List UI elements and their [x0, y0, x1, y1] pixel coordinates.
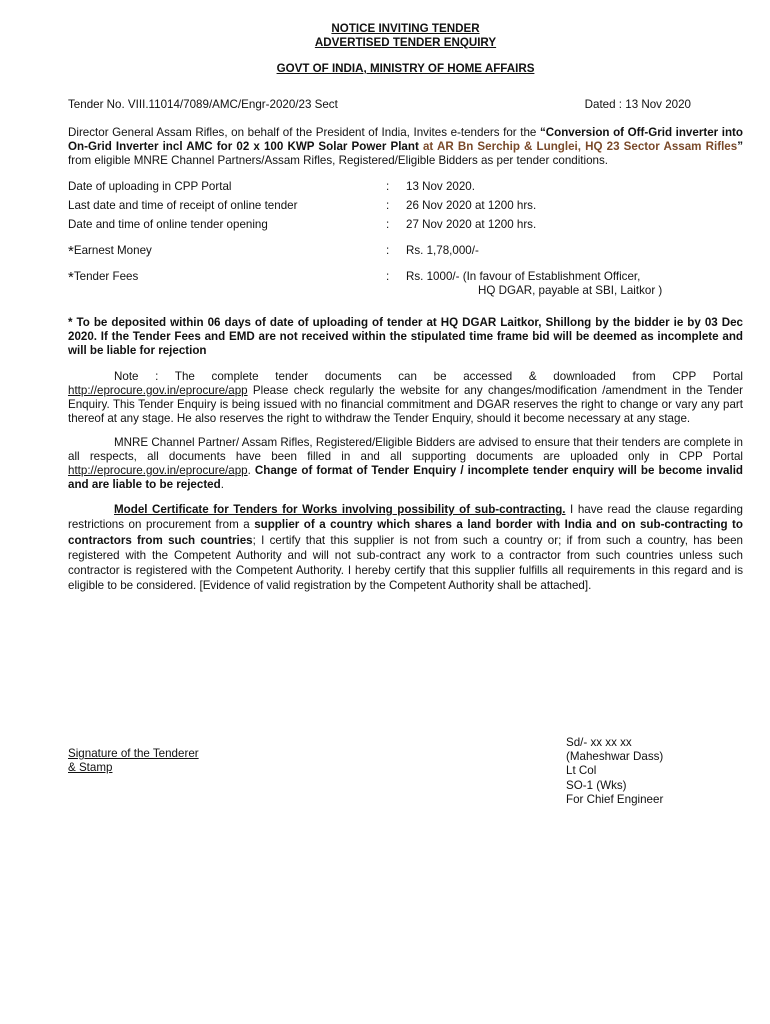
- schedule-colon: :: [386, 244, 390, 257]
- earnest-money-label: Earnest Money: [73, 244, 152, 257]
- model-text-1: I have read the clause regarding restrictions on procurement from a: [68, 503, 743, 532]
- note-text-1: Note : The complete tender documents can be accessed & downloaded from CPP Portal: [114, 370, 743, 383]
- mnre-text-3: .: [220, 478, 224, 491]
- signature-line-2: & Stamp: [68, 761, 113, 774]
- intro-paragraph: [68, 126, 743, 168]
- model-bold: supplier of a country which shares a land border with India and on sub-contracting to contractors from such countries: [68, 518, 743, 547]
- model-certificate-heading: Model Certificate for Tenders for Works involving possibility of sub-contracting.: [114, 503, 566, 516]
- schedule-colon: :: [386, 199, 390, 212]
- tender-number: Tender No. VIII.11014/7089/AMC/Engr-2020/23 Sect: [68, 98, 338, 111]
- schedule-colon: :: [386, 270, 390, 283]
- schedule-value: [406, 270, 743, 298]
- model-text-2: ; I certify that this supplier is not from such a country or; if from such a country, has been registered with the Competent Authority and will not sub-contract any work to a contractor from such countries unless such contractor is registered with the Competent Authority. I hereby certify that this supplier fulfills all requirements in this regard and is eligible to be considered. [Evidence of valid registration by the Competent Authority shall be attached].: [68, 533, 744, 593]
- asterisk-mark: *: [68, 243, 74, 260]
- tender-fees-value-1: Rs. 1000/- (In favour of Establishment Officer,: [406, 270, 641, 283]
- ministry-title: GOVT OF INDIA, MINISTRY OF HOME AFFAIRS: [276, 62, 535, 75]
- tender-fees-value-2: HQ DGAR, payable at SBI, Laitkor ): [478, 284, 663, 297]
- schedule-label: [68, 244, 386, 259]
- mnre-paragraph: [68, 436, 743, 492]
- schedule-value: 27 Nov 2020 at 1200 hrs.: [406, 218, 537, 231]
- mnre-bold-warning: Change of format of Tender Enquiry / incomplete tender enquiry will be become invalid and are liable to be rejected: [68, 464, 743, 491]
- signoff-sd: Sd/- xx xx xx: [566, 736, 632, 749]
- tender-document: [68, 22, 743, 594]
- schedule-label: Date and time of online tender opening: [68, 218, 268, 231]
- cpp-portal-link[interactable]: http://eprocure.gov.in/eprocure/app: [68, 464, 248, 477]
- schedule-row-earnest-money: [68, 244, 743, 270]
- schedule-label: [68, 270, 386, 285]
- asterisk-mark: *: [68, 269, 74, 286]
- mnre-text-2: .: [247, 464, 255, 477]
- tender-schedule: [68, 180, 743, 306]
- intro-bold-1: “Conversion of Off-Grid inverter into On-Grid Inverter incl AMC for 02 x 100 KWP Solar Power Plant: [68, 126, 743, 153]
- intro-text-1: Director General Assam Rifles, on behalf of the President of India, Invites e-tenders for the: [68, 126, 540, 139]
- schedule-value: 13 Nov 2020.: [406, 180, 475, 193]
- cpp-portal-link[interactable]: http://eprocure.gov.in/eprocure/app: [68, 384, 248, 397]
- intro-bold-2: ”: [737, 140, 743, 153]
- tender-fees-label: Tender Fees: [73, 270, 139, 283]
- schedule-colon: :: [386, 218, 390, 231]
- advertised-title: ADVERTISED TENDER ENQUIRY: [314, 36, 497, 49]
- tenderer-signature-block: [68, 747, 199, 775]
- signoff-rank: Lt Col: [566, 764, 597, 778]
- note-text-2: Please check regularly the website for any changes/modification /amendment in the Tender Enquiry. This Tender Enquiry is being issued with no financial commitment and DGAR reserves the right to change or vary any part thereof at any stage. He also reserves the right to withdraw the Tender Enquiry, should it become necessary at any stage.: [68, 384, 743, 425]
- signoff-for: For Chief Engineer: [566, 792, 664, 806]
- schedule-row-opening: [68, 218, 743, 244]
- intro-text-2: from eligible MNRE Channel Partners/Assam Rifles, Registered/Eligible Bidders as per tender conditions.: [68, 154, 608, 167]
- schedule-value: Rs. 1,78,000/-: [406, 244, 479, 257]
- deposit-notice: * To be deposited within 06 days of date of uploading of tender at HQ DGAR Laitkor, Shillong by the bidder ie by 03 Dec 2020. If the Tender Fees and EMD are not received within the stipulated time frame bid will be deemed as incomplete and will be liable for rejection: [68, 316, 743, 357]
- tender-reference-line: [68, 98, 743, 112]
- schedule-value: 26 Nov 2020 at 1200 hrs.: [406, 199, 537, 212]
- schedule-label: Date of uploading in CPP Portal: [68, 180, 232, 193]
- officer-signoff: [566, 736, 663, 807]
- schedule-row-last-date: [68, 199, 743, 218]
- signoff-appointment: SO-1 (Wks): [566, 778, 627, 792]
- intro-location: at AR Bn Serchip & Lunglei, HQ 23 Sector Assam Rifles: [422, 140, 738, 153]
- schedule-label: Last date and time of receipt of online tender: [68, 199, 298, 212]
- model-certificate-paragraph: [68, 502, 743, 594]
- signature-line-1: Signature of the Tenderer: [68, 747, 199, 760]
- schedule-row-tender-fees: [68, 270, 743, 306]
- signoff-name: (Maheshwar Dass): [566, 750, 664, 764]
- note-paragraph: [68, 370, 743, 426]
- schedule-colon: :: [386, 180, 390, 193]
- tender-date: Dated : 13 Nov 2020: [584, 98, 691, 111]
- notice-title: NOTICE INVITING TENDER: [331, 22, 480, 35]
- mnre-text-1: MNRE Channel Partner/ Assam Rifles, Registered/Eligible Bidders are advised to ensure that their tenders are complete in all respects, all documents have been filled in and all supporting documents are uploaded only in CPP Portal: [68, 436, 743, 463]
- schedule-row-upload: [68, 180, 743, 199]
